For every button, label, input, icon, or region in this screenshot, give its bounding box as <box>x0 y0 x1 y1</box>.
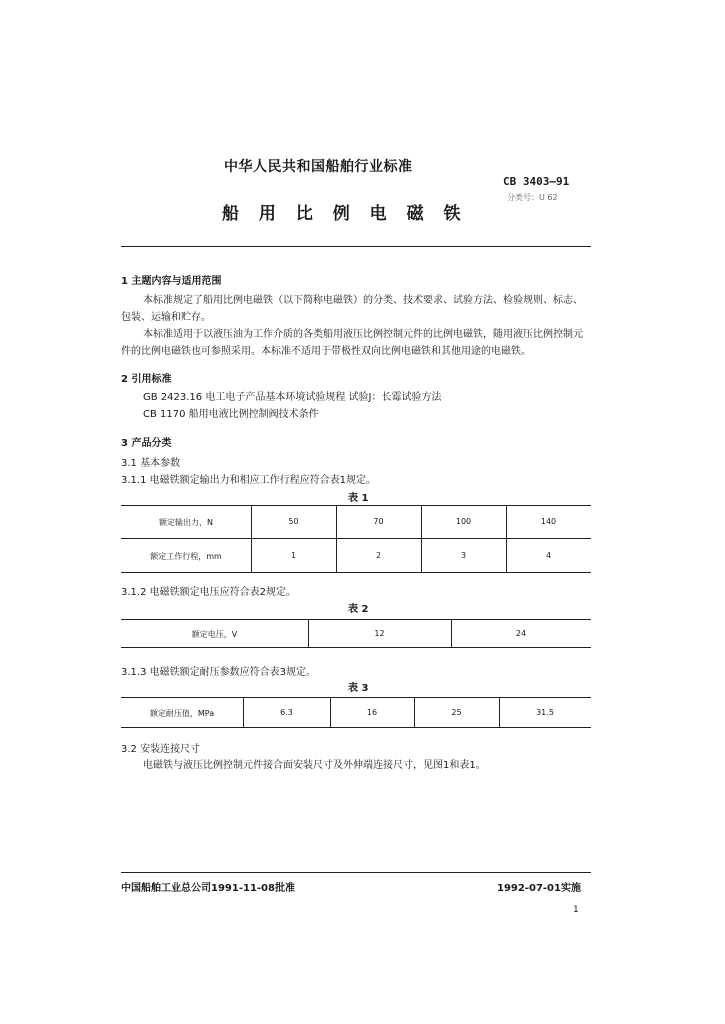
table-1-cell: 1 <box>290 551 297 560</box>
section-3-1-2: 3.1.2 电磁铁额定电压应符合表2规定。 <box>121 587 296 598</box>
standard-number: CB 3403—91 <box>503 175 570 188</box>
section-1-heading: 1 主题内容与适用范围 <box>121 276 222 287</box>
table-3-cell: 6.3 <box>280 708 293 717</box>
table-1-caption: 表 1 <box>348 493 369 504</box>
table-2-row-label: 额定电压，V <box>191 630 238 639</box>
table-1-cell: 100 <box>455 517 472 526</box>
section-3-1-heading: 3.1 基本参数 <box>121 458 181 469</box>
section-1-paragraph-2: 本标准适用于以液压油为工作介质的各类船用液压比例控制元件的比例电磁铁，随用液压比例控制元件的比例电磁铁也可参照采用。本标准不适用于带极性双向比例电磁铁和其他用途的电磁铁。 <box>121 329 583 357</box>
table-1-row-label: 额定输出力，N <box>159 518 213 527</box>
table-3-cell: 31.5 <box>536 708 554 717</box>
table-1-cell: 2 <box>375 551 382 560</box>
table-1-cell: 3 <box>460 551 467 560</box>
table-2-caption: 表 2 <box>348 604 369 615</box>
table-3-row-label: 额定耐压值，MPa <box>149 709 215 718</box>
section-2-heading: 2 引用标准 <box>121 374 172 385</box>
section-3-2-text: 电磁铁与液压比例控制元件接合面安装尺寸及外伸端连接尺寸，见图1和表1。 <box>143 760 486 771</box>
section-3-1-3: 3.1.3 电磁铁额定耐压参数应符合表3规定。 <box>121 667 316 678</box>
table-1-cell: 70 <box>373 517 384 526</box>
reference-cb-1170: CB 1170 船用电液比例控制阀技术条件 <box>143 409 319 420</box>
section-3-2-heading: 3.2 安装连接尺寸 <box>121 744 201 755</box>
table-3-cell: 25 <box>451 708 462 717</box>
document-title: 船 用 比 例 电 磁 铁 <box>222 204 468 224</box>
table-1-cell: 4 <box>545 551 552 560</box>
approval-date: 中国船舶工业总公司1991-11-08批准 <box>121 883 295 894</box>
table-1-cell: 50 <box>288 517 299 526</box>
section-3-1-1: 3.1.1 电磁铁额定输出力和相应工作行程应符合表1规定。 <box>121 475 376 486</box>
issuing-organization: 中华人民共和国船舶行业标准 <box>224 159 413 175</box>
section-3-heading: 3 产品分类 <box>121 438 172 449</box>
table-1-row-label: 额定工作行程，mm <box>150 552 222 561</box>
section-1-paragraph-1: 本标准规定了船用比例电磁铁（以下简称电磁铁）的分类、技术要求、试验方法、检验规则、标志、包装、运输和贮存。 <box>121 295 583 323</box>
header-divider <box>121 246 591 247</box>
table-3-caption: 表 3 <box>348 683 369 694</box>
classification-number: 分类号：U 62 <box>507 193 558 202</box>
table-3-cell: 16 <box>366 708 378 717</box>
footer-divider <box>121 872 591 873</box>
table-1-cell: 140 <box>540 517 557 526</box>
table-2-cell: 24 <box>515 629 527 638</box>
reference-gb-2423-16: GB 2423.16 电工电子产品基本环境试验规程 试验J：长霉试验方法 <box>143 392 442 403</box>
page-number: 1 <box>573 905 579 915</box>
implementation-date: 1992-07-01实施 <box>497 883 581 894</box>
table-2-cell: 12 <box>374 629 385 638</box>
